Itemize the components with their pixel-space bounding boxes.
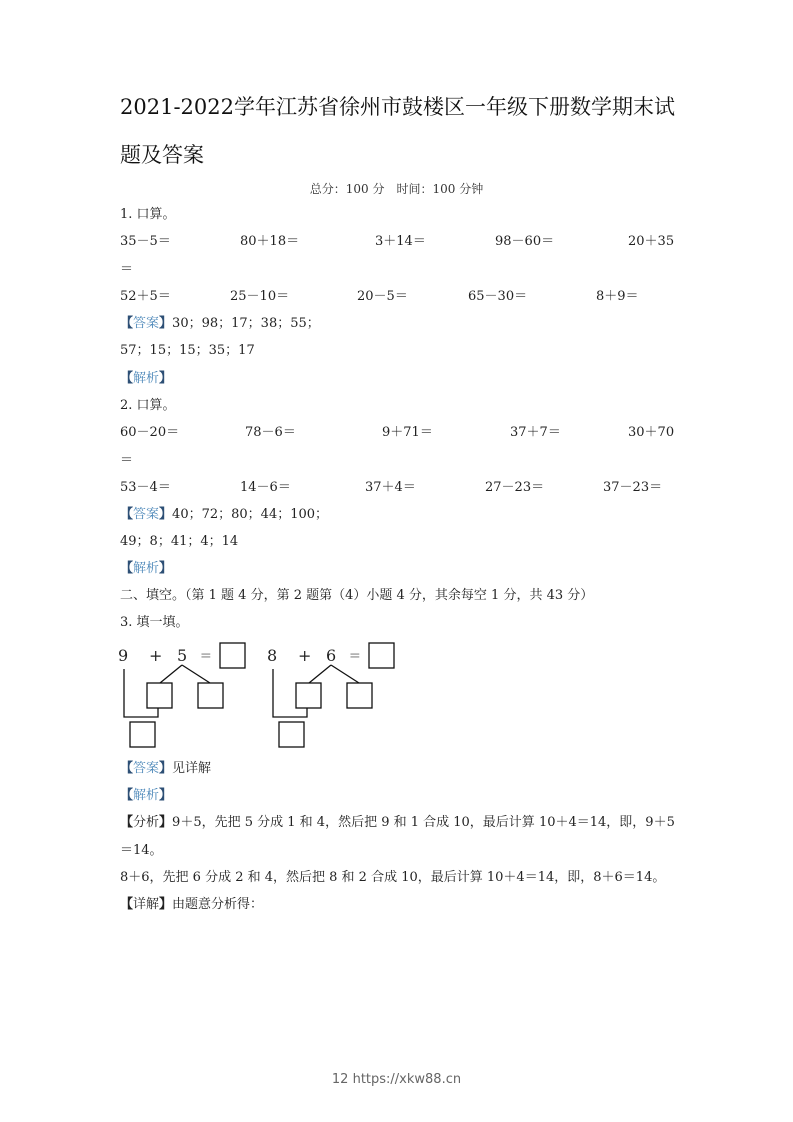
combine-box[interactable] xyxy=(279,722,304,747)
q2-answer-line2: 49；8；41；4；14 xyxy=(120,534,239,549)
q2-expr: 30＋70 xyxy=(628,425,675,440)
q2-expr: 9＋71＝ xyxy=(382,425,433,440)
q3-answer xyxy=(120,760,211,778)
q2-answer-values: 40；72；80；44；100； xyxy=(172,507,329,522)
page-footer: 12 https://xkw88.cn xyxy=(331,1072,462,1087)
q2-expr: 78－6＝ xyxy=(245,425,296,440)
split-box-left[interactable] xyxy=(296,683,321,708)
q2-expr: 37＋4＝ xyxy=(365,480,416,495)
q2-expr: 37＋7＝ xyxy=(510,425,561,440)
score-time-info: 总分：100 分 时间：100 分钟 xyxy=(309,182,484,196)
analysis-tag: 【解析】 xyxy=(120,561,173,576)
diagram-right-addend-b: 6 xyxy=(326,646,337,665)
diagram-left-plus: + xyxy=(149,646,163,665)
q3-heading: 3. 填一填。 xyxy=(120,615,189,630)
q1-expr: 20＋35 xyxy=(628,234,675,249)
q1-expr-wrap: ＝ xyxy=(120,262,134,277)
q2-expr: 37－23＝ xyxy=(603,480,663,495)
q1-expr: 8＋9＝ xyxy=(596,289,639,304)
q1-heading: 1. 口算。 xyxy=(120,207,176,222)
split-box-right[interactable] xyxy=(347,683,372,708)
answer-tag: 【答案】 xyxy=(120,316,173,331)
q3-answer-text: 见详解 xyxy=(172,761,212,776)
q1-expr: 98－60＝ xyxy=(495,234,555,249)
xiangjie-tag: 【详解】 xyxy=(120,897,173,912)
q2-expr: 53－4＝ xyxy=(120,480,171,495)
q1-answer-values: 30；98；17；38；55； xyxy=(172,316,320,331)
q2-heading: 2. 口算。 xyxy=(120,398,176,413)
diagram-left-addend-a: 9 xyxy=(118,646,129,665)
q2-expr: 27－23＝ xyxy=(485,480,545,495)
q1-answer-line2: 57；15；15；35；17 xyxy=(120,343,255,358)
q1-expr: 25－10＝ xyxy=(230,289,290,304)
diagram-right-equals: = xyxy=(349,648,361,664)
q1-expr: 3＋14＝ xyxy=(375,234,426,249)
q3-fenxi-wrap: ＝14。 xyxy=(120,843,163,858)
q2-expr-wrap: ＝ xyxy=(120,453,134,468)
fenxi-tag: 【分析】 xyxy=(120,815,173,830)
q3-analysis xyxy=(120,787,172,805)
section2-heading: 二、填空。（第 1 题 4 分，第 2 题第（4）小题 4 分，其余每空 1 分，共 43 分） xyxy=(120,588,594,603)
q1-expr: 65－30＝ xyxy=(468,289,528,304)
combine-box[interactable] xyxy=(130,722,155,747)
q3-xiangjie xyxy=(120,896,263,914)
q2-expr: 14－6＝ xyxy=(240,480,291,495)
split-box-left[interactable] xyxy=(147,683,172,708)
q3-fenxi xyxy=(120,814,675,832)
analysis-tag: 【解析】 xyxy=(120,371,173,386)
document-title-line1: 2021-2022学年江苏省徐州市鼓楼区一年级下册数学期末试 xyxy=(120,95,675,119)
q1-expr: 80＋18＝ xyxy=(240,234,300,249)
q3-fenxi-line2: 8＋6，先把 6 分成 2 和 4，然后把 8 和 2 合成 10，最后计算 10＋4＝14，即，8＋6＝14。 xyxy=(120,870,666,885)
diagram-left-addend-b: 5 xyxy=(177,646,188,665)
split-box-right[interactable] xyxy=(198,683,223,708)
answer-tag: 【答案】 xyxy=(120,507,173,522)
q1-expr: 52＋5＝ xyxy=(120,289,171,304)
q2-expr: 60－20＝ xyxy=(120,425,180,440)
answer-box[interactable] xyxy=(369,643,394,668)
diagram-right-plus: + xyxy=(298,646,312,665)
answer-box[interactable] xyxy=(220,643,245,668)
document-title-line2: 题及答案 xyxy=(120,143,204,167)
q3-xiangjie-text: 由题意分析得： xyxy=(172,897,264,912)
q3-fenxi-text: 9＋5，先把 5 分成 1 和 4，然后把 9 和 1 合成 10，最后计算 10＋4＝14，即，9＋5 xyxy=(172,815,675,830)
diagram-right-addend-a: 8 xyxy=(267,646,278,665)
diagram-left-equals: = xyxy=(200,648,212,664)
analysis-tag: 【解析】 xyxy=(120,788,173,803)
q1-expr: 20－5＝ xyxy=(357,289,408,304)
answer-tag: 【答案】 xyxy=(120,761,173,776)
q1-expr: 35－5＝ xyxy=(120,234,171,249)
